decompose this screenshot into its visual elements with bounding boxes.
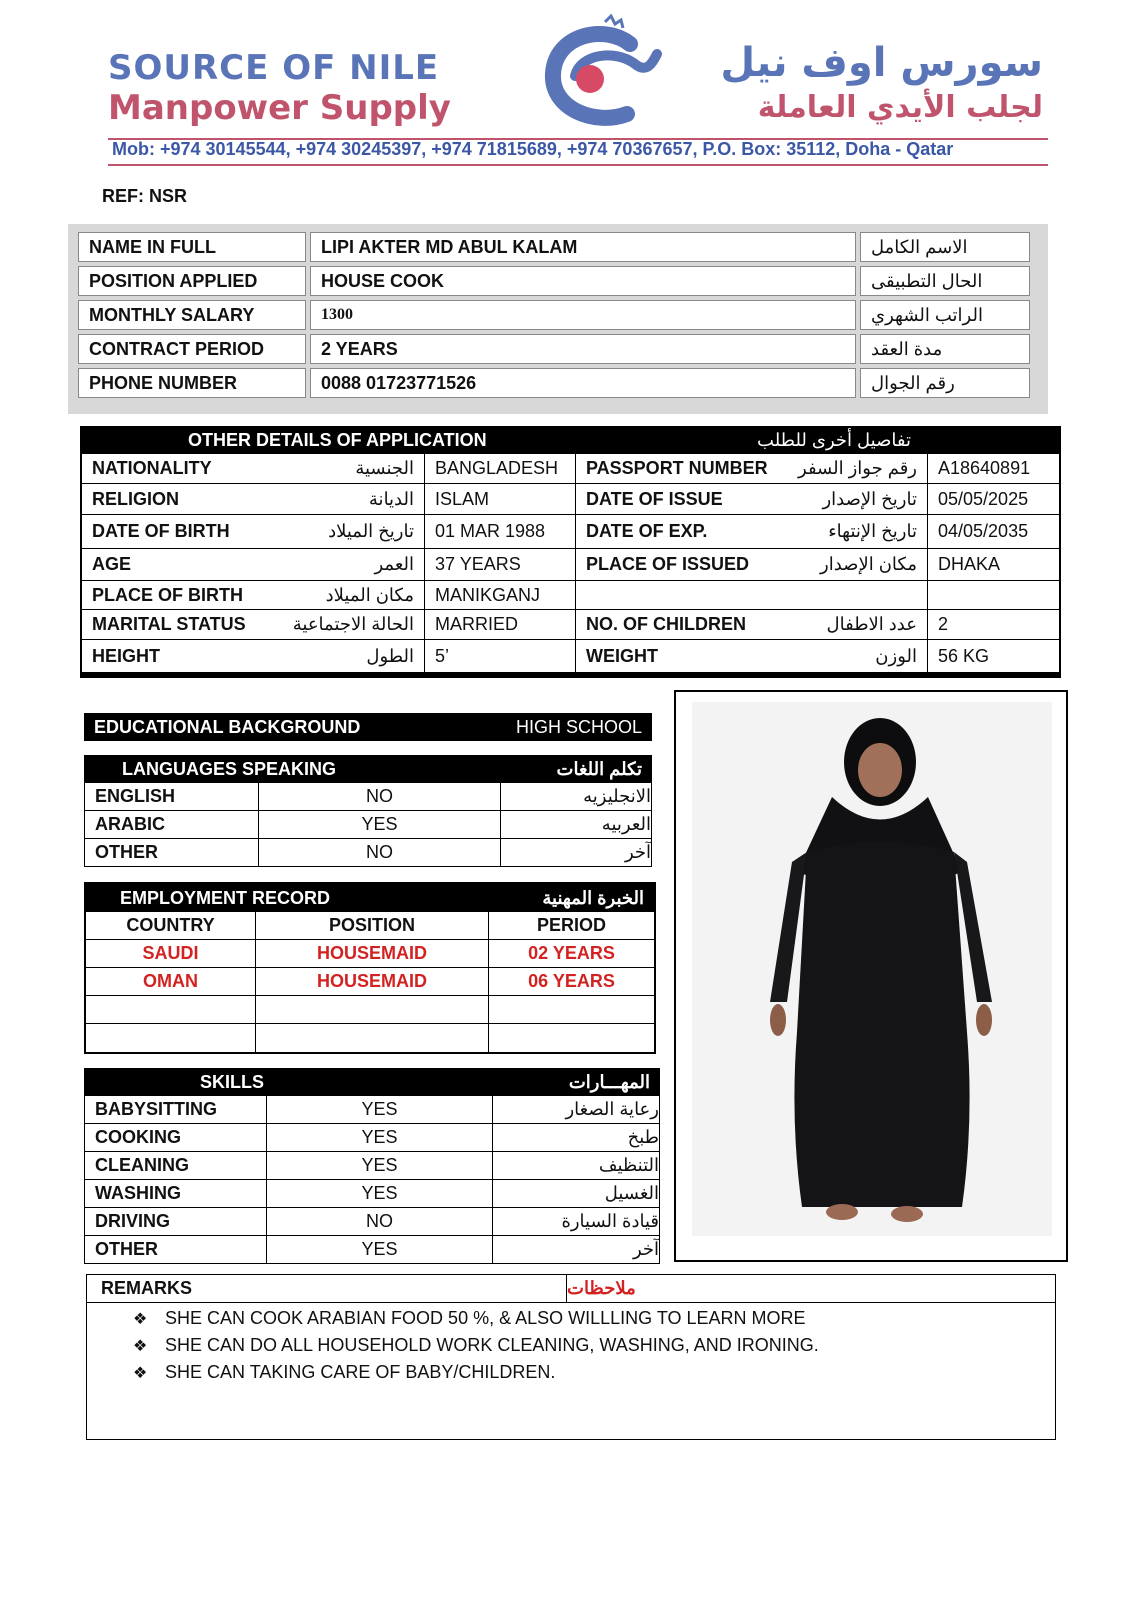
detail-value: MANIKGANJ <box>425 581 576 609</box>
languages-table <box>84 755 652 867</box>
details-row <box>80 484 1061 515</box>
language-row <box>84 783 652 811</box>
skill-name-ar: التنظيف <box>598 1155 659 1175</box>
employment-title: EMPLOYMENT RECORD <box>120 887 331 908</box>
other-details-title-ar: تفاصيل أخرى للطلب <box>757 429 911 450</box>
detail-label: DATE OF ISSUE تاريخ الإصدار <box>576 484 928 514</box>
skill-name: OTHER <box>85 1236 267 1263</box>
company-name-ar: سورس اوف نيل <box>720 40 1043 86</box>
info-row <box>76 366 1040 400</box>
details-row <box>80 549 1061 581</box>
details-row <box>80 515 1061 549</box>
diamond-bullet-icon: ❖ <box>133 1364 148 1382</box>
other-details-table <box>80 426 1061 678</box>
skill-row <box>84 1124 660 1152</box>
info-row <box>76 332 1040 366</box>
detail-value <box>928 581 1059 609</box>
skill-value: YES <box>267 1096 493 1123</box>
company-tagline-en: Manpower Supply <box>108 88 451 128</box>
info-row <box>76 298 1040 332</box>
detail-label <box>576 581 928 609</box>
detail-label: PASSPORT NUMBER رقم جواز السفر <box>576 454 928 483</box>
detail-label: NATIONALITY الجنسية <box>82 454 425 483</box>
detail-label: DATE OF BIRTH تاريخ الميلاد <box>82 515 425 548</box>
language-name: OTHER <box>85 839 259 866</box>
info-label-ar: الراتب الشهري <box>860 300 1030 330</box>
details-row <box>80 454 1061 484</box>
other-details-title: OTHER DETAILS OF APPLICATION <box>188 429 487 450</box>
skill-name: DRIVING <box>85 1208 267 1235</box>
detail-value: MARRIED <box>425 610 576 639</box>
skill-value: YES <box>267 1180 493 1207</box>
employment-period: 02 YEARS <box>528 943 615 963</box>
skills-title-ar: المهـــارات <box>568 1071 650 1092</box>
info-value: LIPI AKTER MD ABUL KALAM <box>310 232 856 262</box>
language-value: NO <box>259 783 501 810</box>
employment-column-headers <box>86 912 654 940</box>
detail-label: PLACE OF ISSUED مكان الإصدار <box>576 549 928 580</box>
remarks-header <box>87 1275 1055 1303</box>
detail-value: BANGLADESH <box>425 454 576 483</box>
language-name-ar: آخر <box>624 842 651 862</box>
detail-label: DATE OF EXP. تاريخ الإنتهاء <box>576 515 928 548</box>
column-header-period: PERIOD <box>536 915 606 935</box>
employment-title-ar: الخبرة المهنية <box>542 887 644 908</box>
remarks-title-ar: ملاحظات <box>567 1278 636 1298</box>
skill-row <box>84 1180 660 1208</box>
column-header-country: COUNTRY <box>86 912 256 939</box>
info-row <box>76 264 1040 298</box>
education-label: EDUCATIONAL BACKGROUND <box>94 716 361 737</box>
info-value: 1300 <box>310 300 856 330</box>
info-label: POSITION APPLIED <box>78 266 306 296</box>
contact-info: Mob: +974 30145544, +974 30245397, +974 71815689, +974 70367657, P.O. Box: 35112, Doha - Qatar <box>112 139 954 159</box>
info-label: PHONE NUMBER <box>78 368 306 398</box>
info-label-ar: الحال التطبيقى <box>860 266 1030 296</box>
languages-title: LANGUAGES SPEAKING <box>122 758 337 779</box>
skill-row <box>84 1208 660 1236</box>
info-label-ar: رقم الجوال <box>860 368 1030 398</box>
details-footer-bar <box>80 672 1061 678</box>
info-label: NAME IN FULL <box>78 232 306 262</box>
employment-row-empty <box>86 1024 654 1052</box>
skill-name-ar: الغسيل <box>604 1183 659 1203</box>
skill-value: YES <box>267 1236 493 1263</box>
detail-label: MARITAL STATUS الحالة الاجتماعية <box>82 610 425 639</box>
detail-label: NO. OF CHILDREN عدد الاطفال <box>576 610 928 639</box>
info-label-ar: الاسم الكامل <box>860 232 1030 262</box>
company-logo-icon <box>535 14 665 134</box>
detail-value: 04/05/2035 <box>938 521 1029 541</box>
language-row <box>84 839 652 867</box>
detail-value: A18640891 <box>938 458 1031 478</box>
skill-value: NO <box>267 1208 493 1235</box>
detail-label: WEIGHT الوزن <box>576 640 928 672</box>
details-row <box>80 640 1061 672</box>
skills-title: SKILLS <box>200 1071 265 1092</box>
skill-name: WASHING <box>85 1180 267 1207</box>
applicant-photo-frame <box>674 690 1068 1262</box>
skills-header <box>84 1068 660 1096</box>
detail-value: ISLAM <box>425 484 576 514</box>
detail-label: RELIGION الديانة <box>82 484 425 514</box>
detail-value: 2 <box>938 614 949 634</box>
skill-name-ar: رعاية الصغار <box>565 1099 659 1119</box>
language-value: NO <box>259 839 501 866</box>
skill-name: BABYSITTING <box>85 1096 267 1123</box>
language-row <box>84 811 652 839</box>
skill-row <box>84 1096 660 1124</box>
employment-row <box>86 968 654 996</box>
diamond-bullet-icon: ❖ <box>133 1310 148 1328</box>
company-tagline-ar: لجلب الأيدي العاملة <box>757 90 1043 125</box>
detail-value: 56 KG <box>938 645 990 666</box>
info-value: 2 YEARS <box>310 334 856 364</box>
detail-value: 37 YEARS <box>425 549 576 580</box>
employment-country: SAUDI <box>86 940 256 967</box>
education-value: HIGH SCHOOL <box>515 716 642 737</box>
reference-number: REF: NSR <box>102 186 187 206</box>
applicant-photo <box>692 702 1052 1236</box>
info-value: HOUSE COOK <box>310 266 856 296</box>
column-header-position: POSITION <box>256 912 489 939</box>
employment-period: 06 YEARS <box>528 971 615 991</box>
skill-name-ar: آخر <box>632 1239 659 1259</box>
employment-table <box>84 882 656 1054</box>
remarks-section <box>86 1274 1056 1440</box>
remarks-list <box>87 1303 1055 1386</box>
employment-country: OMAN <box>86 968 256 995</box>
detail-value: DHAKA <box>938 554 1001 574</box>
detail-label: PLACE OF BIRTH مكان الميلاد <box>82 581 425 609</box>
employment-position: HOUSEMAID <box>256 968 489 995</box>
info-label: CONTRACT PERIOD <box>78 334 306 364</box>
language-name: ARABIC <box>85 811 259 838</box>
languages-title-ar: تكلم اللغات <box>556 758 642 779</box>
skill-row <box>84 1152 660 1180</box>
header-divider-bottom <box>108 164 1048 166</box>
employment-position: HOUSEMAID <box>256 940 489 967</box>
skill-name: CLEANING <box>85 1152 267 1179</box>
skill-name-ar: قيادة السيارة <box>561 1211 659 1231</box>
detail-value: 05/05/2025 <box>938 488 1029 509</box>
details-row <box>80 581 1061 610</box>
language-name-ar: العربيه <box>601 814 651 834</box>
info-label: MONTHLY SALARY <box>78 300 306 330</box>
language-name-ar: الانجليزيه <box>583 786 651 806</box>
languages-header <box>84 755 652 783</box>
skill-name-ar: طبخ <box>627 1127 659 1147</box>
education-section <box>84 713 652 741</box>
diamond-bullet-icon: ❖ <box>133 1337 148 1355</box>
education-bar <box>84 713 652 741</box>
detail-value: 01 MAR 1988 <box>425 515 576 548</box>
skills-table <box>84 1068 660 1264</box>
info-row <box>76 230 1040 264</box>
skill-value: YES <box>267 1152 493 1179</box>
other-details-header <box>80 426 1061 454</box>
remark-item: ❖ SHE CAN TAKING CARE OF BABY/CHILDREN. <box>133 1362 556 1382</box>
applicant-info-table <box>68 224 1048 414</box>
detail-value: 5’ <box>425 640 576 672</box>
remark-item: ❖ SHE CAN COOK ARABIAN FOOD 50 %, & ALSO WILLLING TO LEARN MORE <box>133 1308 806 1328</box>
employment-row <box>86 940 654 968</box>
info-label-ar: مدة العقد <box>860 334 1030 364</box>
remarks-title: REMARKS <box>87 1275 567 1302</box>
remark-item: ❖ SHE CAN DO ALL HOUSEHOLD WORK CLEANING, WASHING, AND IRONING. <box>133 1335 819 1355</box>
language-name: ENGLISH <box>85 783 259 810</box>
company-name-en: SOURCE OF NILE <box>108 48 440 88</box>
skill-row <box>84 1236 660 1264</box>
detail-label: HEIGHT الطول <box>82 640 425 672</box>
info-value: 0088 01723771526 <box>310 368 856 398</box>
employment-row-empty <box>86 996 654 1024</box>
details-row <box>80 610 1061 640</box>
employment-header <box>86 884 654 912</box>
language-value: YES <box>259 811 501 838</box>
detail-label: AGE العمر <box>82 549 425 580</box>
skill-name: COOKING <box>85 1124 267 1151</box>
skill-value: YES <box>267 1124 493 1151</box>
